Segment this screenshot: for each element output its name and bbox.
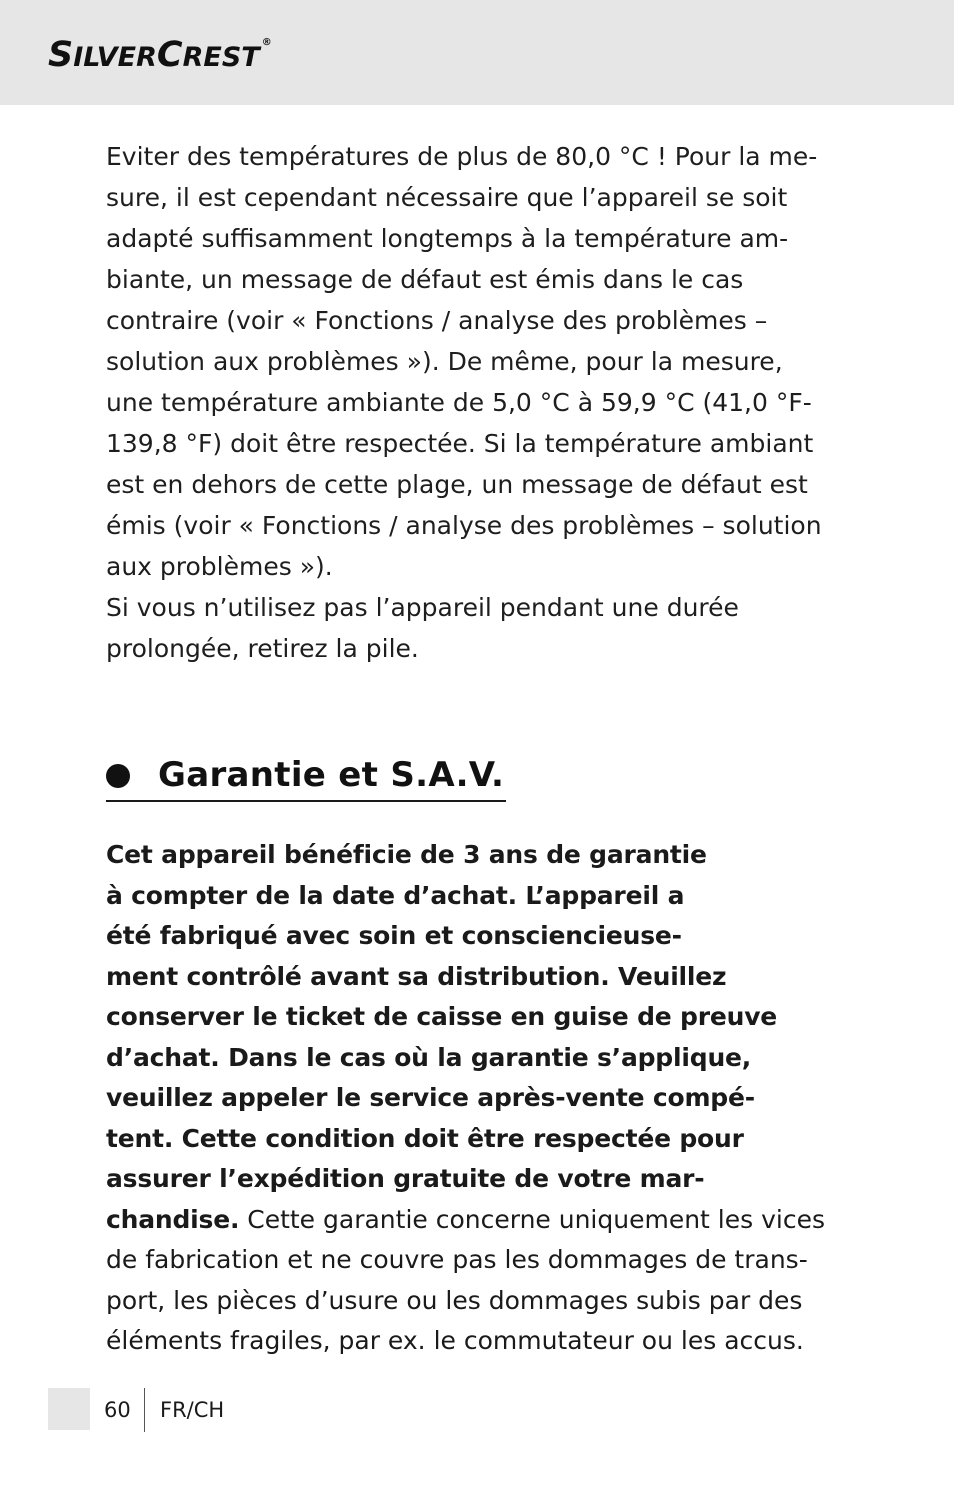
- bullet-icon: [106, 764, 130, 788]
- intro-line: Eviter des températures de plus de 80,0 °C ! Pour la me-: [106, 142, 818, 171]
- page-number: 60: [104, 1398, 131, 1422]
- footer-divider: [144, 1388, 145, 1432]
- intro-line: une température ambiante de 5,0 °C à 59,9 °C (41,0 °F-: [106, 388, 812, 417]
- warranty-regular-line: de fabrication et ne couvre pas les dommages de trans-: [106, 1245, 808, 1274]
- warranty-bold-line: à compter de la date d’achat. L’appareil a: [106, 880, 685, 910]
- warranty-regular-line: port, les pièces d’usure ou les dommages subis par des: [106, 1285, 803, 1315]
- brand-initial-c: C: [156, 35, 183, 75]
- intro-line: sure, il est cependant nécessaire que l’appareil se soit: [106, 183, 788, 212]
- intro-paragraph: [106, 136, 851, 669]
- intro-line: prolongée, retirez la pile.: [106, 634, 419, 663]
- brand-logo: [48, 35, 272, 75]
- warranty-bold-line: tent. Cette condition doit être respectée pour: [106, 1123, 744, 1153]
- section-title: Garantie et S.A.V.: [158, 755, 505, 795]
- warranty-bold-line: d’achat. Dans le cas où la garantie s’applique,: [106, 1042, 752, 1072]
- warranty-regular-fragment: Cette garantie concerne uniquement les vices: [239, 1204, 825, 1234]
- brand-word-ilver: ILVER: [73, 42, 157, 73]
- footer-page-box: [48, 1388, 90, 1430]
- warranty-bold-line: assurer l’expédition gratuite de votre mar-: [106, 1164, 705, 1193]
- intro-line: contraire (voir « Fonctions / analyse des problèmes –: [106, 306, 768, 335]
- section-heading-warranty: [106, 750, 506, 802]
- warranty-regular-line: éléments fragiles, par ex. le commutateur ou les accus.: [106, 1326, 804, 1355]
- warranty-bold-line: Cet appareil bénéficie de 3 ans de garantie: [106, 840, 707, 869]
- intro-line: biante, un message de défaut est émis dans le cas: [106, 265, 744, 294]
- warranty-bold-fragment: chandise.: [106, 1204, 240, 1234]
- brand-word-rest: REST: [182, 42, 260, 73]
- warranty-bold-line: veuillez appeler le service après-vente compé-: [106, 1083, 755, 1112]
- locale-label: FR/CH: [160, 1398, 225, 1422]
- intro-line: aux problèmes »).: [106, 552, 333, 581]
- intro-line: adapté suffisamment longtemps à la température am-: [106, 224, 789, 253]
- warranty-bold-line: été fabriqué avec soin et consciencieuse-: [106, 921, 682, 950]
- brand-initial-s: S: [48, 35, 74, 75]
- warranty-mixed-line: [106, 1200, 856, 1241]
- warranty-bold-line: conserver le ticket de caisse en guise de preuve: [106, 1002, 778, 1031]
- warranty-bold-line: ment contrôlé avant sa distribution. Veuillez: [106, 961, 727, 991]
- intro-line: est en dehors de cette plage, un message de défaut est: [106, 470, 808, 499]
- intro-line: Si vous n’utilisez pas l’appareil pendant une durée: [106, 593, 739, 622]
- registered-mark: ®: [261, 37, 272, 48]
- header-band: [0, 0, 954, 105]
- intro-line: solution aux problèmes »). De même, pour la mesure,: [106, 347, 783, 376]
- intro-line: 139,8 °F) doit être respectée. Si la température ambiant: [106, 429, 814, 458]
- warranty-text-block: [106, 835, 856, 1362]
- intro-line: émis (voir « Fonctions / analyse des problèmes – solution: [106, 511, 822, 540]
- intro-text-block: [106, 136, 851, 669]
